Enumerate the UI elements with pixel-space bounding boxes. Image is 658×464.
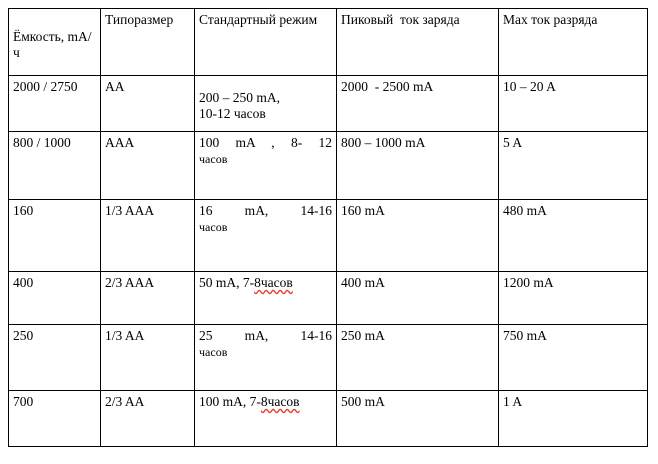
header-standard-mode-label: Стандартный режим	[199, 12, 318, 27]
cell-standard-mode	[195, 272, 337, 325]
cell-peak-charge	[337, 200, 499, 272]
cell-size	[101, 325, 195, 391]
battery-specs-table	[8, 8, 648, 447]
cell-mode-line1: 200 – 250 mA,	[199, 90, 280, 105]
cell-peak-charge	[337, 76, 499, 132]
cell-max-value: 5 A	[503, 135, 523, 150]
table-header-row	[9, 9, 648, 76]
table-row	[9, 200, 648, 272]
cell-capacity-value: 2000 / 2750	[13, 79, 78, 94]
cell-size	[101, 132, 195, 200]
cell-peak-value: 2000 - 2500 mA	[341, 79, 434, 94]
cell-peak-value: 160 mA	[341, 203, 385, 218]
header-size	[101, 9, 195, 76]
cell-capacity	[9, 200, 101, 272]
cell-capacity	[9, 132, 101, 200]
cell-capacity-value: 800 / 1000	[13, 135, 71, 150]
cell-capacity	[9, 272, 101, 325]
cell-size	[101, 200, 195, 272]
cell-size-value: AAA	[105, 135, 135, 150]
cell-peak-value: 400 mA	[341, 275, 385, 290]
cell-size-value: 1/3 AAA	[105, 203, 155, 218]
cell-size-value: 2/3 AAA	[105, 275, 155, 290]
cell-max-value: 10 – 20 A	[503, 79, 556, 94]
cell-mode-line2: 10-12 часов	[199, 106, 266, 121]
cell-mode-line2: часов	[199, 152, 228, 166]
cell-size-value: 2/3 AA	[105, 394, 145, 409]
cell-max-discharge	[499, 76, 648, 132]
cell-standard-mode	[195, 132, 337, 200]
cell-capacity-value: 400	[13, 275, 34, 290]
cell-capacity	[9, 76, 101, 132]
table-row	[9, 325, 648, 391]
cell-mode-line2: часов	[199, 220, 228, 234]
cell-standard-mode	[195, 200, 337, 272]
header-size-label: Типоразмер	[105, 12, 174, 27]
cell-size	[101, 76, 195, 132]
cell-max-value: 1 A	[503, 394, 523, 409]
cell-standard-mode	[195, 325, 337, 391]
cell-max-discharge	[499, 325, 648, 391]
cell-capacity-value: 160	[13, 203, 34, 218]
cell-peak-charge	[337, 272, 499, 325]
cell-max-value: 1200 mA	[503, 275, 554, 290]
cell-mode-prefix: 50 mA, 7-	[199, 275, 255, 290]
cell-peak-value: 800 – 1000 mA	[341, 135, 426, 150]
cell-capacity-value: 250	[13, 328, 34, 343]
cell-standard-mode	[195, 76, 337, 132]
cell-size	[101, 391, 195, 447]
cell-mode-line1: 100 mA , 8- 12	[199, 135, 332, 150]
cell-mode-misspelled: 8часов	[254, 275, 293, 290]
cell-capacity	[9, 391, 101, 447]
cell-mode-line2: часов	[199, 345, 228, 359]
header-capacity-label: Ёмкость, mA/ ч	[13, 29, 92, 60]
cell-max-discharge	[499, 391, 648, 447]
cell-mode-line1: 25 mA, 14-16	[199, 328, 332, 343]
table-row	[9, 391, 648, 447]
cell-max-discharge	[499, 272, 648, 325]
cell-max-value: 480 mA	[503, 203, 547, 218]
cell-peak-charge	[337, 325, 499, 391]
header-standard-mode	[195, 9, 337, 76]
header-max-discharge-label: Max ток разряда	[503, 12, 598, 27]
cell-capacity-value: 700	[13, 394, 34, 409]
cell-size-value: AA	[105, 79, 125, 94]
cell-mode-line1: 16 mA, 14-16	[199, 203, 332, 218]
cell-peak-value: 250 mA	[341, 328, 385, 343]
cell-peak-value: 500 mA	[341, 394, 385, 409]
cell-peak-charge	[337, 391, 499, 447]
cell-capacity	[9, 325, 101, 391]
table-row	[9, 132, 648, 200]
header-max-discharge	[499, 9, 648, 76]
header-peak-charge	[337, 9, 499, 76]
cell-peak-charge	[337, 132, 499, 200]
cell-mode-misspelled: 8часов	[260, 394, 300, 409]
cell-max-value: 750 mA	[503, 328, 547, 343]
header-capacity	[9, 9, 101, 76]
cell-size-value: 1/3 AA	[105, 328, 145, 343]
table-row	[9, 272, 648, 325]
header-peak-charge-label: Пиковый ток заряда	[341, 12, 460, 27]
cell-max-discharge	[499, 132, 648, 200]
cell-standard-mode	[195, 391, 337, 447]
cell-max-discharge	[499, 200, 648, 272]
cell-mode-prefix: 100 mA, 7-	[199, 394, 261, 409]
cell-size	[101, 272, 195, 325]
table-row	[9, 76, 648, 132]
